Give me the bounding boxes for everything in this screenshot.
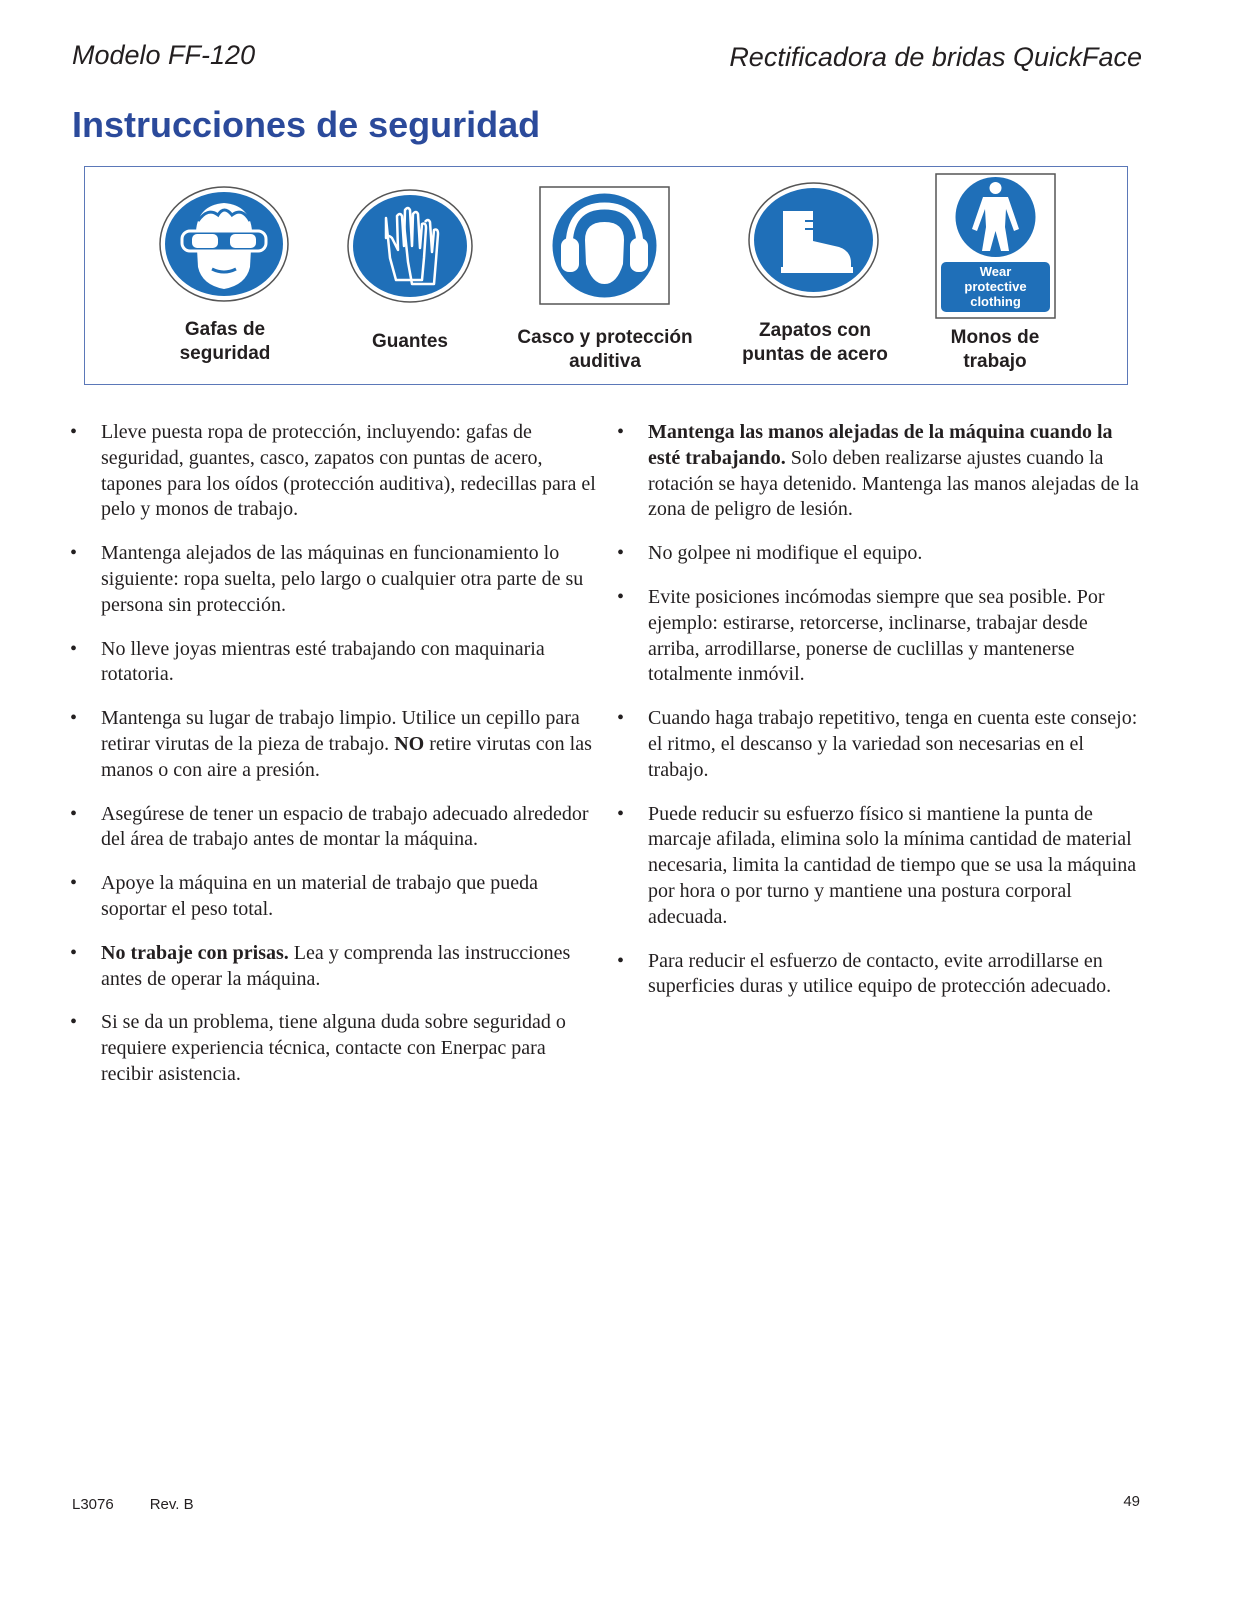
list-item: • Si se da un problema, tiene alguna duda sobre seguridad o requiere experiencia técnica, contacte con Enerpac para recibir asistencia. [70,1011,566,1085]
doc-code: L3076 [72,1496,114,1513]
ppe-panel [84,166,1128,385]
ppe-label-protective-clothing: Monos de trabajo [950,327,1040,372]
list-item: • Mantenga las manos alejadas de la máquina cuando la esté trabajando. Solo deben realizarse ajustes cuando la rotación se haya detenido. Mantenga las manos alejadas de la zona de peligro de lesión. [617,421,1139,521]
left-column [70,420,600,1106]
product-name: Rectificadora de bridas QuickFace [729,42,1142,72]
list-item: • No lleve joyas mientras esté trabajando con maquinaria rotatoria. [70,637,545,686]
safety-boots-icon [747,181,880,299]
list-item: • No trabaje con prisas. Lea y comprenda las instrucciones antes de operar la máquina. [70,941,571,990]
footer-doc-info [72,1496,230,1513]
ppe-label-gloves: Guantes [371,331,449,352]
right-column [617,420,1142,1018]
gloves-icon [346,188,474,304]
model-name: Modelo FF-120 [72,40,256,70]
ear-protection-icon [539,186,670,305]
sign-text-line-1: Wear [979,264,1012,279]
list-item: • Puede reducir su esfuerzo físico si mantiene la punta de marcaje afilada, elimina solo la mínima cantidad de material necesaria, limita la cantidad de tiempo que se usa la máquina por hora o por turno y mantiene una postura corporal adecuada. [617,802,1137,928]
sign-text-line-3: clothing [970,294,1021,309]
ppe-label-boots: Zapatos con puntas de acero [742,320,888,365]
list-item: • Mantenga su lugar de trabajo limpio. Utilice un cepillo para retirar virutas de la pieza de trabajo. NO retire virutas con las manos o con aire a presión. [70,707,592,781]
safety-goggles-icon [158,185,290,303]
page-number: 49 [1123,1493,1140,1510]
list-item: • No golpee ni modifique el equipo. [617,542,923,565]
list-item: • Apoye la máquina en un material de trabajo que pueda soportar el peso total. [70,872,539,920]
page-title: Instrucciones de seguridad [72,104,541,145]
list-item: • Asegúrese de tener un espacio de trabajo adecuado alrededor del área de trabajo antes de montar la máquina. [70,802,589,851]
ppe-label-goggles: Gafas de seguridad [179,319,271,364]
ppe-label-ear-protection: Casco y protección auditiva [517,327,693,372]
list-item: • Mantenga alejados de las máquinas en funcionamiento lo siguiente: ropa suelta, pelo largo o cualquier otra parte de su persona sin protección. [70,542,584,616]
protective-clothing-icon [935,173,1056,319]
revision: Rev. B [149,1496,194,1513]
list-item: • Para reducir el esfuerzo de contacto, evite arrodillarse en superficies duras y utilice equipo de protección adecuado. [617,949,1112,998]
list-item: • Evite posiciones incómodas siempre que sea posible. Por ejemplo: estirarse, retorcerse, inclinarse, trabajar desde arriba, arrodillarse, ponerse de cuclillas y mantenerse totalmente inmóvil. [617,585,1105,686]
list-item: • Lleve puesta ropa de protección, incluyendo: gafas de seguridad, guantes, casco, zapatos con puntas de acero, tapones para los oídos (protección auditiva), redecillas para el pelo y monos de trabajo. [70,421,596,521]
sign-text-line-2: protective [964,279,1027,294]
list-item: • Cuando haga trabajo repetitivo, tenga en cuenta este consejo: el ritmo, el descanso y la variedad son necesarias en el trabajo. [617,707,1138,781]
